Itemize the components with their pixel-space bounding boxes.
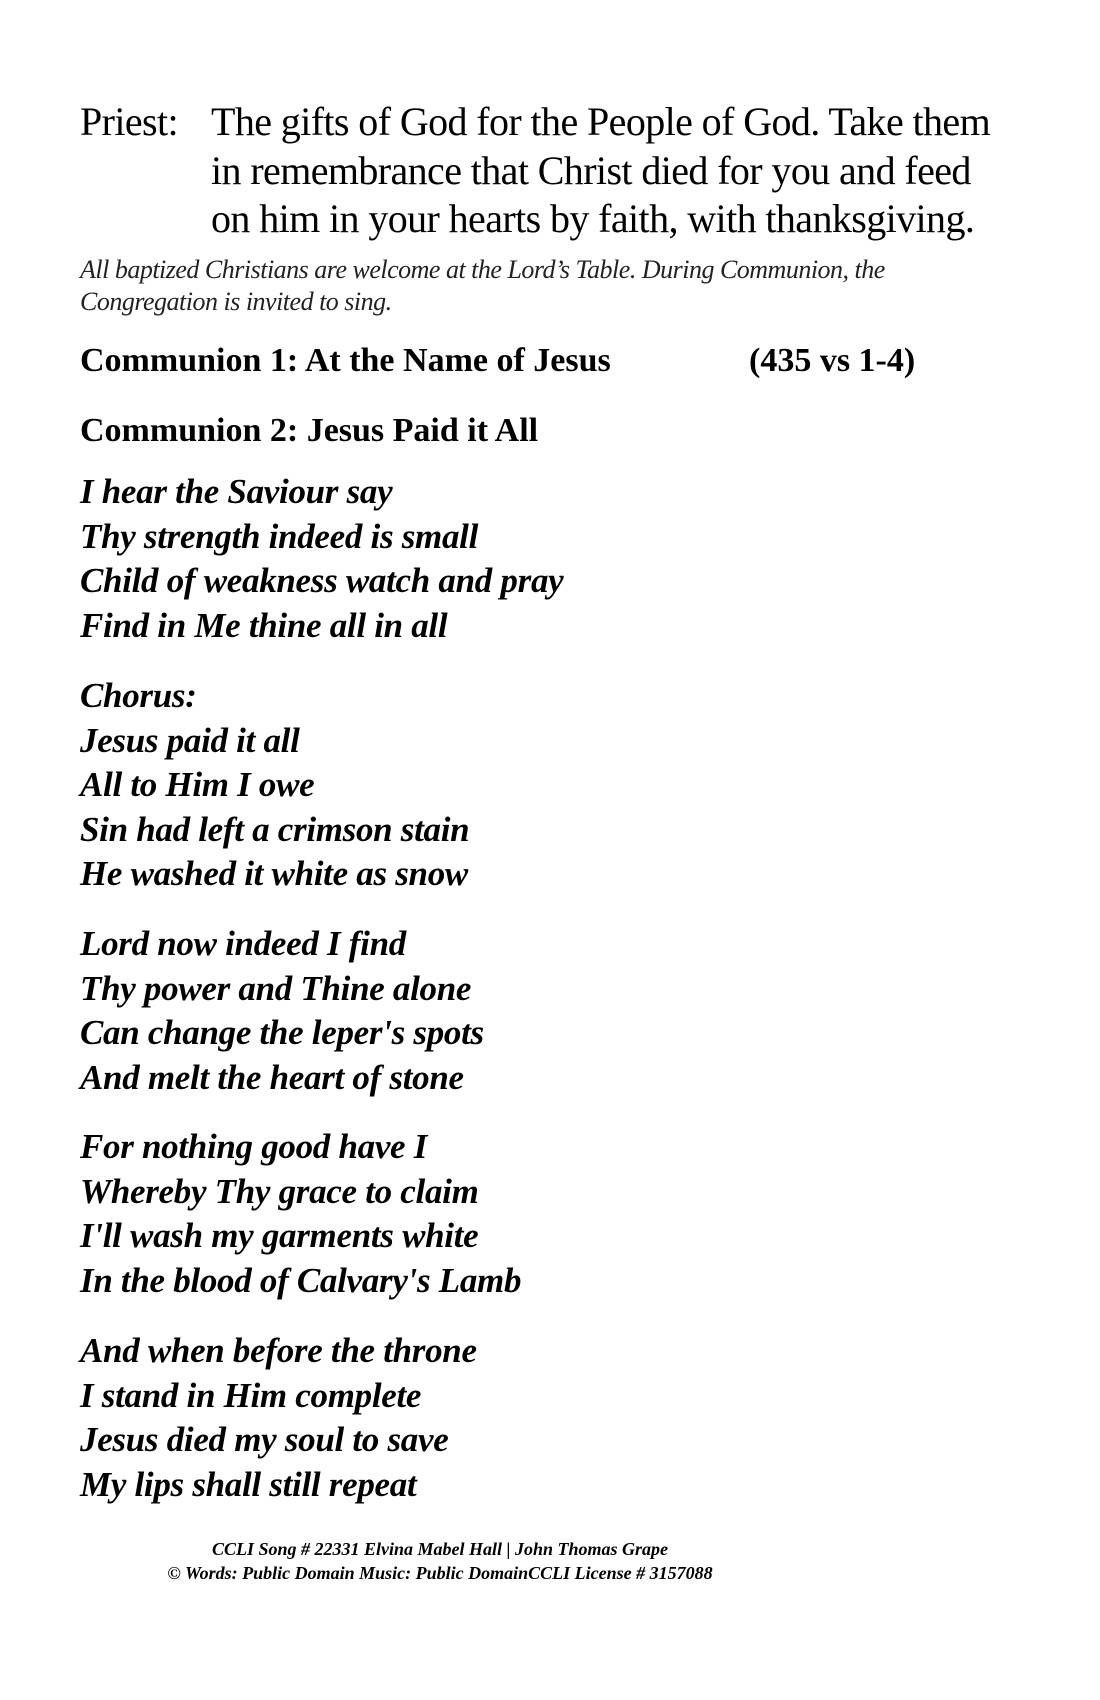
verse-1	[80, 470, 980, 648]
lyric-line: Whereby Thy grace to claim	[80, 1171, 479, 1211]
lyric-line: I hear the Saviour say	[80, 472, 393, 511]
speaker-label: Priest:	[80, 99, 179, 144]
lyric-line: Jesus died my soul to save	[80, 1420, 449, 1459]
lyric-line: I stand in Him complete	[80, 1375, 422, 1415]
verse-3	[80, 1125, 980, 1303]
priest-line: on him in your hearts by faith, with thanksgiving.	[211, 196, 975, 241]
lyric-line: I'll wash my garments white	[80, 1216, 479, 1255]
communion-2-title: Communion 2: Jesus Paid it All	[80, 412, 539, 449]
communion-1-heading	[80, 341, 960, 381]
lyric-line: Sin had left a crimson stain	[80, 809, 470, 849]
lyric-line: Can change the leper's spots	[80, 1013, 484, 1052]
communion-1-hymn-reference: (435 vs 1-4)	[749, 342, 916, 379]
communion-1-title: Communion 1: At the Name of Jesus	[80, 342, 611, 379]
priest-line: in remembrance that Christ died for you and feed	[211, 147, 971, 193]
lyric-line: Jesus paid it all	[80, 720, 300, 760]
ccli-song-credit: CCLI Song # 22331 Elvina Mabel Hall | John Thomas Grape	[211, 1539, 669, 1559]
ccli-license-line: © Words: Public Domain Music: Public DomainCCLI License # 3157088	[167, 1563, 713, 1583]
verse-2	[80, 922, 980, 1100]
lyric-line: And when before the throne	[80, 1331, 477, 1370]
chorus-label: Chorus:	[80, 676, 197, 715]
lyric-line: In the blood of Calvary's Lamb	[80, 1260, 522, 1300]
verse-4	[80, 1329, 980, 1507]
lyric-line: For nothing good have I	[80, 1127, 428, 1166]
priest-text	[211, 98, 1040, 244]
chorus	[80, 674, 980, 897]
priest-line: The gifts of God for the People of God. Take them	[211, 99, 991, 144]
lyric-line: He washed it white as snow	[80, 854, 468, 893]
rubric-note	[80, 254, 1040, 318]
lyric-line: Lord now indeed I find	[80, 924, 406, 963]
lyric-line: All to Him I owe	[80, 765, 315, 804]
rubric-line: Congregation is invited to sing.	[80, 287, 392, 316]
priest-invitation	[80, 98, 1040, 244]
lyric-line: And melt the heart of stone	[80, 1057, 464, 1097]
lyric-line: Thy power and Thine alone	[80, 968, 472, 1008]
ccli-copyright-notice	[0, 1537, 880, 1585]
rubric-line: All baptized Christians are welcome at the Lord’s Table. During Communion, the	[80, 255, 885, 284]
lyric-line: Find in Me thine all in all	[80, 605, 448, 645]
lyric-line: Thy strength indeed is small	[80, 516, 479, 556]
communion-2-heading	[80, 411, 538, 451]
lyric-line: Child of weakness watch and pray	[80, 561, 564, 600]
lyric-line: My lips shall still repeat	[80, 1464, 417, 1504]
